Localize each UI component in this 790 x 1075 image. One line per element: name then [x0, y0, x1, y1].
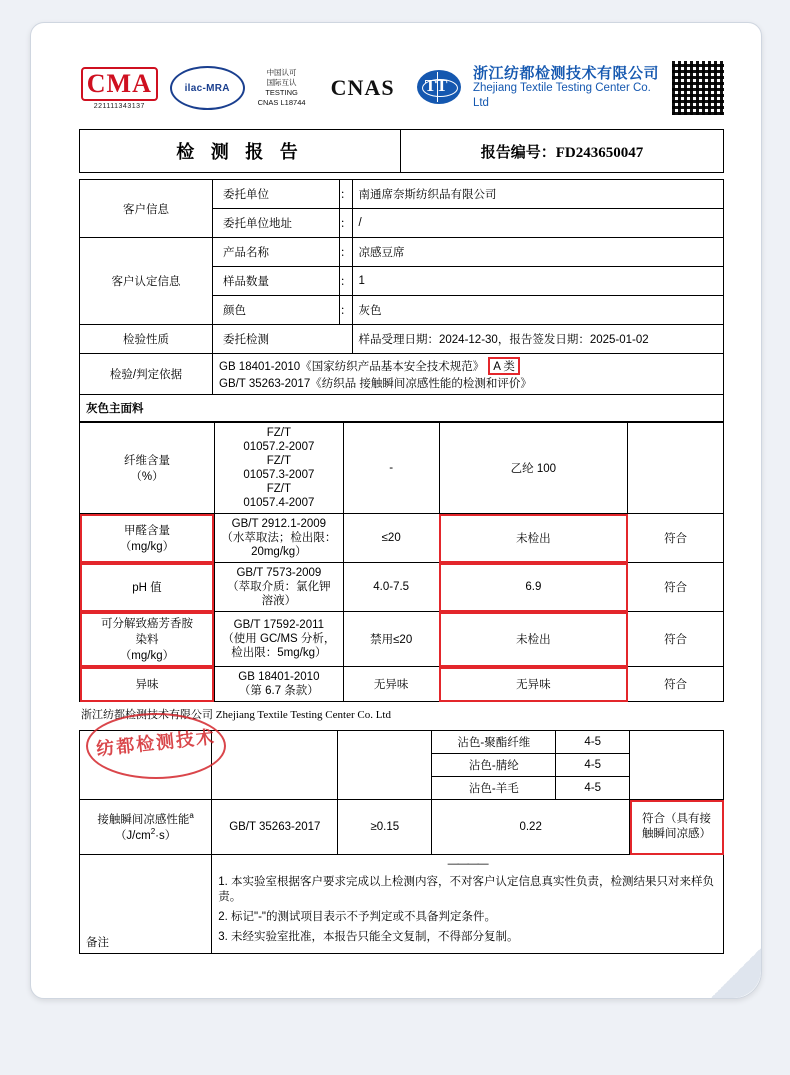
stain-value-polyester: 4-5	[556, 731, 630, 754]
table-row	[80, 514, 724, 563]
table-row	[80, 354, 724, 395]
report-page	[30, 22, 762, 999]
result-conclusion-formaldehyde: 符合	[628, 514, 724, 563]
method-line: 溶液）	[261, 595, 297, 607]
method-line: （使用 GC/MS 分析，	[222, 633, 336, 645]
basis-class-a: A 类	[488, 357, 520, 375]
ilac-mra-label: ilac-MRA	[184, 82, 230, 94]
colon-1: ：	[340, 180, 353, 209]
result-method-odor	[214, 667, 343, 702]
result-item-formaldehyde	[80, 514, 215, 563]
result-conclusion-ph: 符合	[628, 563, 724, 612]
field-entrust-unit: 委托单位	[213, 180, 340, 209]
value-color: 灰色	[352, 296, 724, 325]
cool-blank-conclusion	[630, 731, 724, 800]
table-row	[80, 325, 724, 354]
result-requirement-fiber: -	[343, 423, 439, 514]
cool-unit-superscript: 2	[150, 827, 156, 837]
cma-logo	[79, 67, 160, 110]
item-line: 可分解致癌芳香胺	[100, 618, 193, 630]
stain-label-polyester: 沾色-聚酯纤维	[432, 731, 556, 754]
item-line: 染料	[135, 634, 159, 646]
table-row	[80, 855, 724, 954]
company-name-block	[473, 66, 662, 111]
table-row	[80, 612, 724, 667]
colon-5: ：	[340, 296, 353, 325]
ilac-mra-logo	[170, 66, 245, 110]
cool-item-line1	[86, 811, 205, 827]
item-line: 异味	[135, 679, 159, 691]
page-corner-fold	[711, 948, 761, 998]
cool-conclusion-line2: 触瞬间凉感）	[642, 828, 712, 840]
cool-unit-part1: （J/cm	[114, 830, 151, 842]
method-line: （第 6.7 条款）	[238, 685, 319, 697]
item-line: pH 值	[132, 582, 162, 594]
cool-blank-requirement	[338, 731, 432, 800]
field-sample-qty: 样品数量	[213, 267, 340, 296]
result-item-odor	[80, 667, 215, 702]
basis-label: 检验/判定依据	[80, 354, 213, 395]
cool-method: GB/T 35263-2017	[212, 800, 338, 855]
cool-item-text: 接触瞬间凉感性能	[97, 814, 190, 826]
result-item-ph	[80, 563, 215, 612]
cool-feel-table	[79, 730, 724, 954]
company-globe-icon	[417, 68, 461, 108]
value-entrust-address: /	[352, 209, 724, 238]
report-title-bar	[79, 129, 724, 173]
basis-line-2: GB/T 35263-2017《纺织品 接触瞬间凉感性能的检测和评价》	[219, 378, 532, 390]
report-content	[79, 55, 724, 954]
value-entrust-unit: 南通席奈斯纺织品有限公司	[352, 180, 724, 209]
colon-3: ：	[340, 238, 353, 267]
colon-4: ：	[340, 267, 353, 296]
method-line: FZ/T	[266, 483, 291, 495]
basis-value	[213, 354, 724, 395]
cool-unit-part2: ·s）	[155, 830, 177, 842]
result-method-formaldehyde	[214, 514, 343, 563]
seal-text: 纺都检测技术	[95, 726, 217, 760]
globe-letters: TT	[424, 76, 448, 95]
stamp-footer-en: Zhejiang Textile Testing Center Co. Ltd	[215, 709, 391, 721]
cool-blank-item	[80, 731, 212, 800]
cnas-name: CNAS	[330, 75, 395, 100]
customer-info-table	[79, 179, 724, 422]
result-item-fiber	[80, 423, 215, 514]
result-conclusion-odor: 符合	[628, 667, 724, 702]
cma-number: 221111343137	[93, 102, 145, 110]
value-sample-qty: 1	[352, 267, 724, 296]
table-row	[80, 180, 724, 209]
note-item: 1. 本实验室根据客户要求完成以上检测内容，不对客户认定信息真实性负责，检测结果只对来样负责。	[218, 876, 714, 903]
method-line: 01057.2-2007	[243, 441, 315, 453]
method-line: FZ/T	[266, 427, 291, 439]
result-requirement-formaldehyde: ≤20	[343, 514, 439, 563]
cool-item-line2	[86, 827, 205, 843]
stain-value-acrylic: 4-5	[556, 754, 630, 777]
company-name-en: Zhejiang Textile Testing Center Co. Ltd	[472, 81, 651, 109]
notes-label: 备注	[80, 855, 212, 954]
result-value-azo: 未检出	[439, 612, 628, 667]
method-line: 检出限：5mg/kg）	[231, 647, 327, 659]
colon-2: ：	[340, 209, 353, 238]
method-line: GB/T 2912.1-2009	[231, 518, 327, 530]
field-product-name: 产品名称	[213, 238, 340, 267]
method-line: （水萃取法；检出限：	[221, 532, 337, 544]
cma-mark: CMA	[81, 67, 158, 101]
result-value-fiber: 乙纶 100	[439, 423, 628, 514]
section-header-row	[80, 395, 724, 422]
result-item-fiber-line2: （%）	[130, 471, 164, 483]
table-row	[80, 563, 724, 612]
customer-info-label: 客户信息	[80, 180, 213, 238]
result-requirement-ph: 4.0-7.5	[343, 563, 439, 612]
cnas-side-line-3: TESTING	[265, 88, 298, 97]
result-requirement-odor: 无异味	[343, 667, 439, 702]
qr-code[interactable]	[672, 61, 724, 115]
cnas-side-line-4: CNAS L18744	[257, 98, 306, 107]
cool-conclusion	[630, 800, 724, 855]
result-conclusion-azo: 符合	[628, 612, 724, 667]
cool-item-label	[80, 800, 212, 855]
stamp-footer-cn: 浙江纺都检测技术有限公司	[81, 709, 213, 721]
inspect-nature-label: 检验性质	[80, 325, 213, 354]
result-method-fiber	[214, 423, 343, 514]
item-line: （mg/kg）	[119, 541, 175, 553]
method-line: 01057.3-2007	[243, 469, 315, 481]
material-section-title: 灰色主面料	[80, 395, 724, 422]
method-line: 01057.4-2007	[243, 497, 315, 509]
cnas-side-line-2: 国际互认	[266, 78, 297, 87]
dates-value: 样品受理日期：2024-12-30，报告签发日期：2025-01-02	[352, 325, 724, 354]
method-line: GB/T 17592-2011	[233, 619, 325, 631]
cnas-side-text	[255, 68, 309, 108]
header-logos	[79, 55, 724, 121]
method-line: FZ/T	[266, 455, 291, 467]
value-product-name: 凉感豆席	[352, 238, 724, 267]
item-line: （mg/kg）	[119, 650, 175, 662]
test-results-table	[79, 422, 724, 702]
customer-confirm-label: 客户认定信息	[80, 238, 213, 325]
cool-blank-method	[212, 731, 338, 800]
method-line: GB 18401-2010	[238, 671, 320, 683]
cool-requirement: ≥0.15	[338, 800, 432, 855]
result-item-azo	[80, 612, 215, 667]
result-method-ph	[214, 563, 343, 612]
company-name-cn: 浙江纺都检测技术有限公司	[472, 64, 659, 82]
basis-line-1: GB 18401-2010《国家纺织产品基本安全技术规范》	[219, 361, 485, 373]
method-line: GB/T 7573-2009	[236, 567, 322, 579]
cnas-logo	[318, 75, 406, 101]
table-row	[80, 238, 724, 267]
cool-conclusion-line1: 符合（具有接	[642, 813, 712, 825]
result-method-azo	[214, 612, 343, 667]
notes-divider: ————	[447, 858, 488, 870]
cool-result: 0.22	[432, 800, 630, 855]
result-requirement-azo: 禁用≤20	[343, 612, 439, 667]
cnas-side-line-1: 中国认可	[266, 68, 297, 77]
method-line: （萃取介质：氯化钾	[227, 581, 331, 593]
stain-value-wool: 4-5	[556, 777, 630, 800]
stain-label-acrylic: 沾色-腈纶	[432, 754, 556, 777]
result-value-odor: 无异味	[439, 667, 628, 702]
stamp-footer-line	[79, 706, 724, 722]
stain-label-wool: 沾色-羊毛	[432, 777, 556, 800]
table-row	[80, 423, 724, 514]
table-row	[80, 731, 724, 754]
inspect-nature-value: 委托检测	[213, 325, 353, 354]
result-conclusion-fiber	[628, 423, 724, 514]
result-value-ph: 6.9	[439, 563, 628, 612]
notes-list	[218, 875, 717, 945]
table-row	[80, 667, 724, 702]
result-value-formaldehyde: 未检出	[439, 514, 628, 563]
field-entrust-address: 委托单位地址	[213, 209, 340, 238]
cool-item-superscript: a	[189, 811, 194, 821]
note-item: 3. 未经实验室批准，本报告只能全文复制，不得部分复制。	[218, 931, 519, 943]
result-item-fiber-line1: 纤维含量	[123, 455, 170, 467]
method-line: 20mg/kg）	[251, 546, 307, 558]
page-title: 检 测 报 告	[176, 142, 304, 162]
item-line: 甲醛含量	[123, 525, 170, 537]
field-color: 颜色	[213, 296, 340, 325]
notes-cell	[212, 855, 724, 954]
note-item: 2. 标记"-"的测试项目表示不予判定或不具备判定条件。	[218, 911, 496, 923]
table-row	[80, 800, 724, 855]
report-number: 报告编号：FD243650047	[400, 130, 723, 172]
